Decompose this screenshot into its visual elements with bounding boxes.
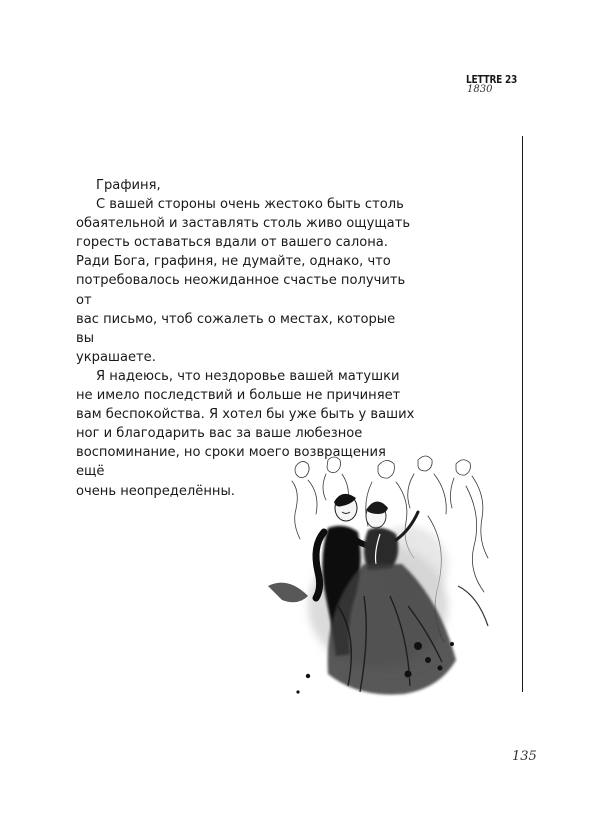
letter-number: LETTRE 23 [466,73,518,86]
letter-header [466,74,536,95]
paragraph-2: Я надеюсь, что нездоровье вашей матушки не имело последствий и больше не причиняет вам беспокойства. Я хотел бы уже быть у ваших ног и благодарить вас за ваше любезное воспоминание, но сроки моего возвращения ещё очень неопределённы. [76,368,415,499]
ballroom-dancers-illustration [268,446,498,724]
margin-rule [522,136,523,692]
paragraph-1: С вашей стороны очень жестоко быть столь обаятельной и заставлять столь живо ощущать горесть оставаться вдали от вашего салона. Ради Бога, графиня, не думайте, однако, что потребовалось неожиданное счастье получить от вас письмо, чтоб сожалеть о местах, которые вы украшаете. [76,197,411,365]
page-number: 135 [512,749,537,764]
letter-year: 1830 [467,84,493,95]
salutation: Графиня, [96,178,161,193]
